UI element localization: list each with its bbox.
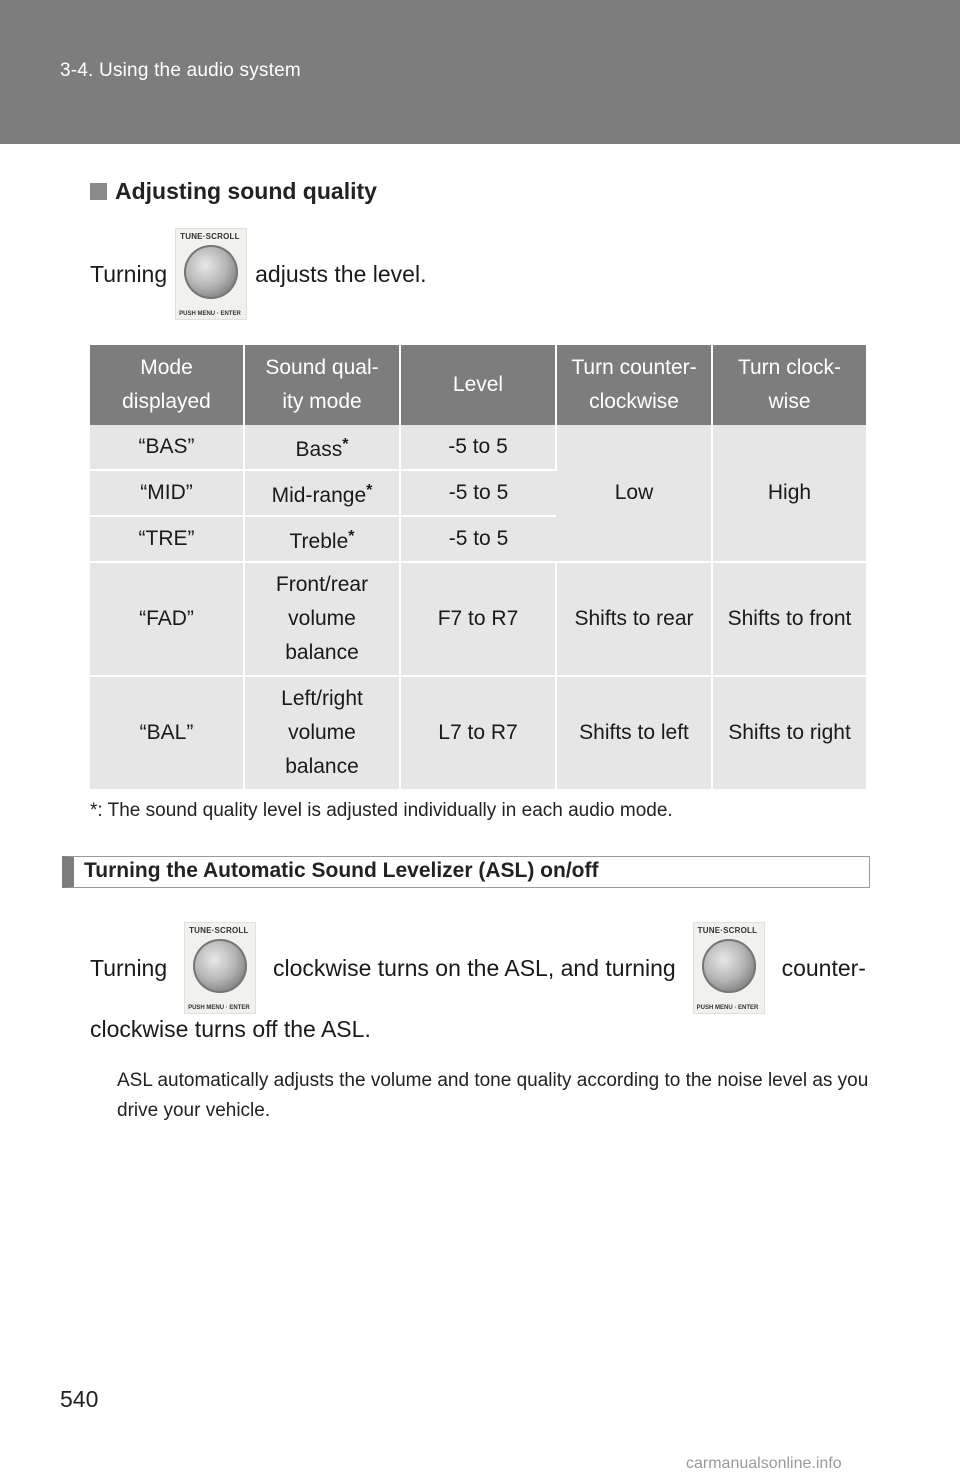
knob-bottom-label: PUSH MENU · ENTER: [696, 1005, 759, 1011]
cell-ccw-merged: Low: [556, 425, 712, 562]
cell-ccw: Shifts to left: [556, 676, 712, 790]
subsection-heading-text: Adjusting sound quality: [115, 178, 377, 204]
knob-top-label: TUNE·SCROLL: [697, 926, 758, 935]
asl-text-4: clockwise turns off the ASL.: [90, 1016, 371, 1042]
quality-text: Mid-range: [271, 483, 367, 507]
cell-level: -5 to 5: [400, 470, 556, 516]
knob-dial: [193, 939, 247, 993]
section-title: Turning the Automatic Sound Levelizer (ASL) on/off: [84, 859, 599, 882]
asl-text-1: Turning: [90, 954, 168, 981]
col-header-mode: Mode displayed: [90, 345, 244, 425]
col-header-cw: Turn clock- wise: [712, 345, 866, 425]
asl-instruction-line: [90, 922, 866, 1014]
square-bullet-icon: [90, 183, 107, 200]
cell-quality: [244, 516, 400, 562]
quality-text: Treble: [289, 529, 349, 553]
cell-quality: Front/rear volume balance: [244, 562, 400, 676]
cell-level: -5 to 5: [400, 516, 556, 562]
knob-dial: [184, 245, 238, 299]
col-header-quality: Sound qual- ity mode: [244, 345, 400, 425]
knob-bottom-label: PUSH MENU · ENTER: [188, 1005, 250, 1011]
instruction-text-after: adjusts the level.: [255, 260, 427, 287]
cell-cw-merged: High: [712, 425, 866, 562]
cell-ccw: Shifts to rear: [556, 562, 712, 676]
cell-level: L7 to R7: [400, 676, 556, 790]
cell-level: -5 to 5: [400, 425, 556, 470]
table-row: [90, 425, 866, 470]
quality-text: Bass: [295, 437, 343, 461]
page-number: 540: [60, 1386, 99, 1412]
asterisk-mark: *: [366, 481, 373, 499]
cell-quality: Left/right volume balance: [244, 676, 400, 790]
cell-quality: [244, 470, 400, 516]
section-header: 3-4. Using the audio system: [60, 60, 301, 81]
asterisk-mark: *: [348, 527, 355, 545]
section-title-box: [62, 856, 870, 888]
tune-scroll-knob-icon: [693, 922, 765, 1014]
knob-bottom-label: PUSH MENU · ENTER: [179, 311, 241, 317]
tune-scroll-knob-icon: [184, 922, 256, 1014]
col-header-ccw: Turn counter- clockwise: [556, 345, 712, 425]
instruction-text-before: Turning: [90, 260, 168, 287]
cell-level: F7 to R7: [400, 562, 556, 676]
cell-mode: “FAD”: [90, 562, 244, 676]
subsection-heading: [90, 178, 377, 205]
cell-cw: Shifts to front: [712, 562, 866, 676]
asterisk-mark: *: [342, 435, 349, 453]
cell-mode: “TRE”: [90, 516, 244, 562]
cell-cw: Shifts to right: [712, 676, 866, 790]
cell-mode: “BAS”: [90, 425, 244, 470]
knob-top-label: TUNE·SCROLL: [180, 232, 240, 241]
table-row: [90, 562, 866, 676]
cell-mode: “MID”: [90, 470, 244, 516]
knob-dial: [702, 939, 756, 993]
instruction-line: [90, 228, 426, 320]
table-header-row: [90, 345, 866, 425]
table-footnote: *: The sound quality level is adjusted individually in each audio mode.: [90, 800, 673, 821]
asl-text-2: clockwise turns on the ASL, and turning: [272, 954, 676, 981]
asl-text-3: counter-: [781, 954, 866, 981]
cell-mode: “BAL”: [90, 676, 244, 790]
cell-quality: [244, 425, 400, 470]
col-header-level: Level: [400, 345, 556, 425]
watermark: carmanualsonline.info: [686, 1455, 842, 1472]
table-row: [90, 676, 866, 790]
tune-scroll-knob-icon: [175, 228, 247, 320]
knob-top-label: TUNE·SCROLL: [189, 926, 249, 935]
sound-quality-table: [90, 345, 866, 791]
header-band: [0, 0, 960, 144]
asl-note: ASL automatically adjusts the volume and tone quality according to the noise level as you drive your vehicle.: [117, 1070, 869, 1121]
